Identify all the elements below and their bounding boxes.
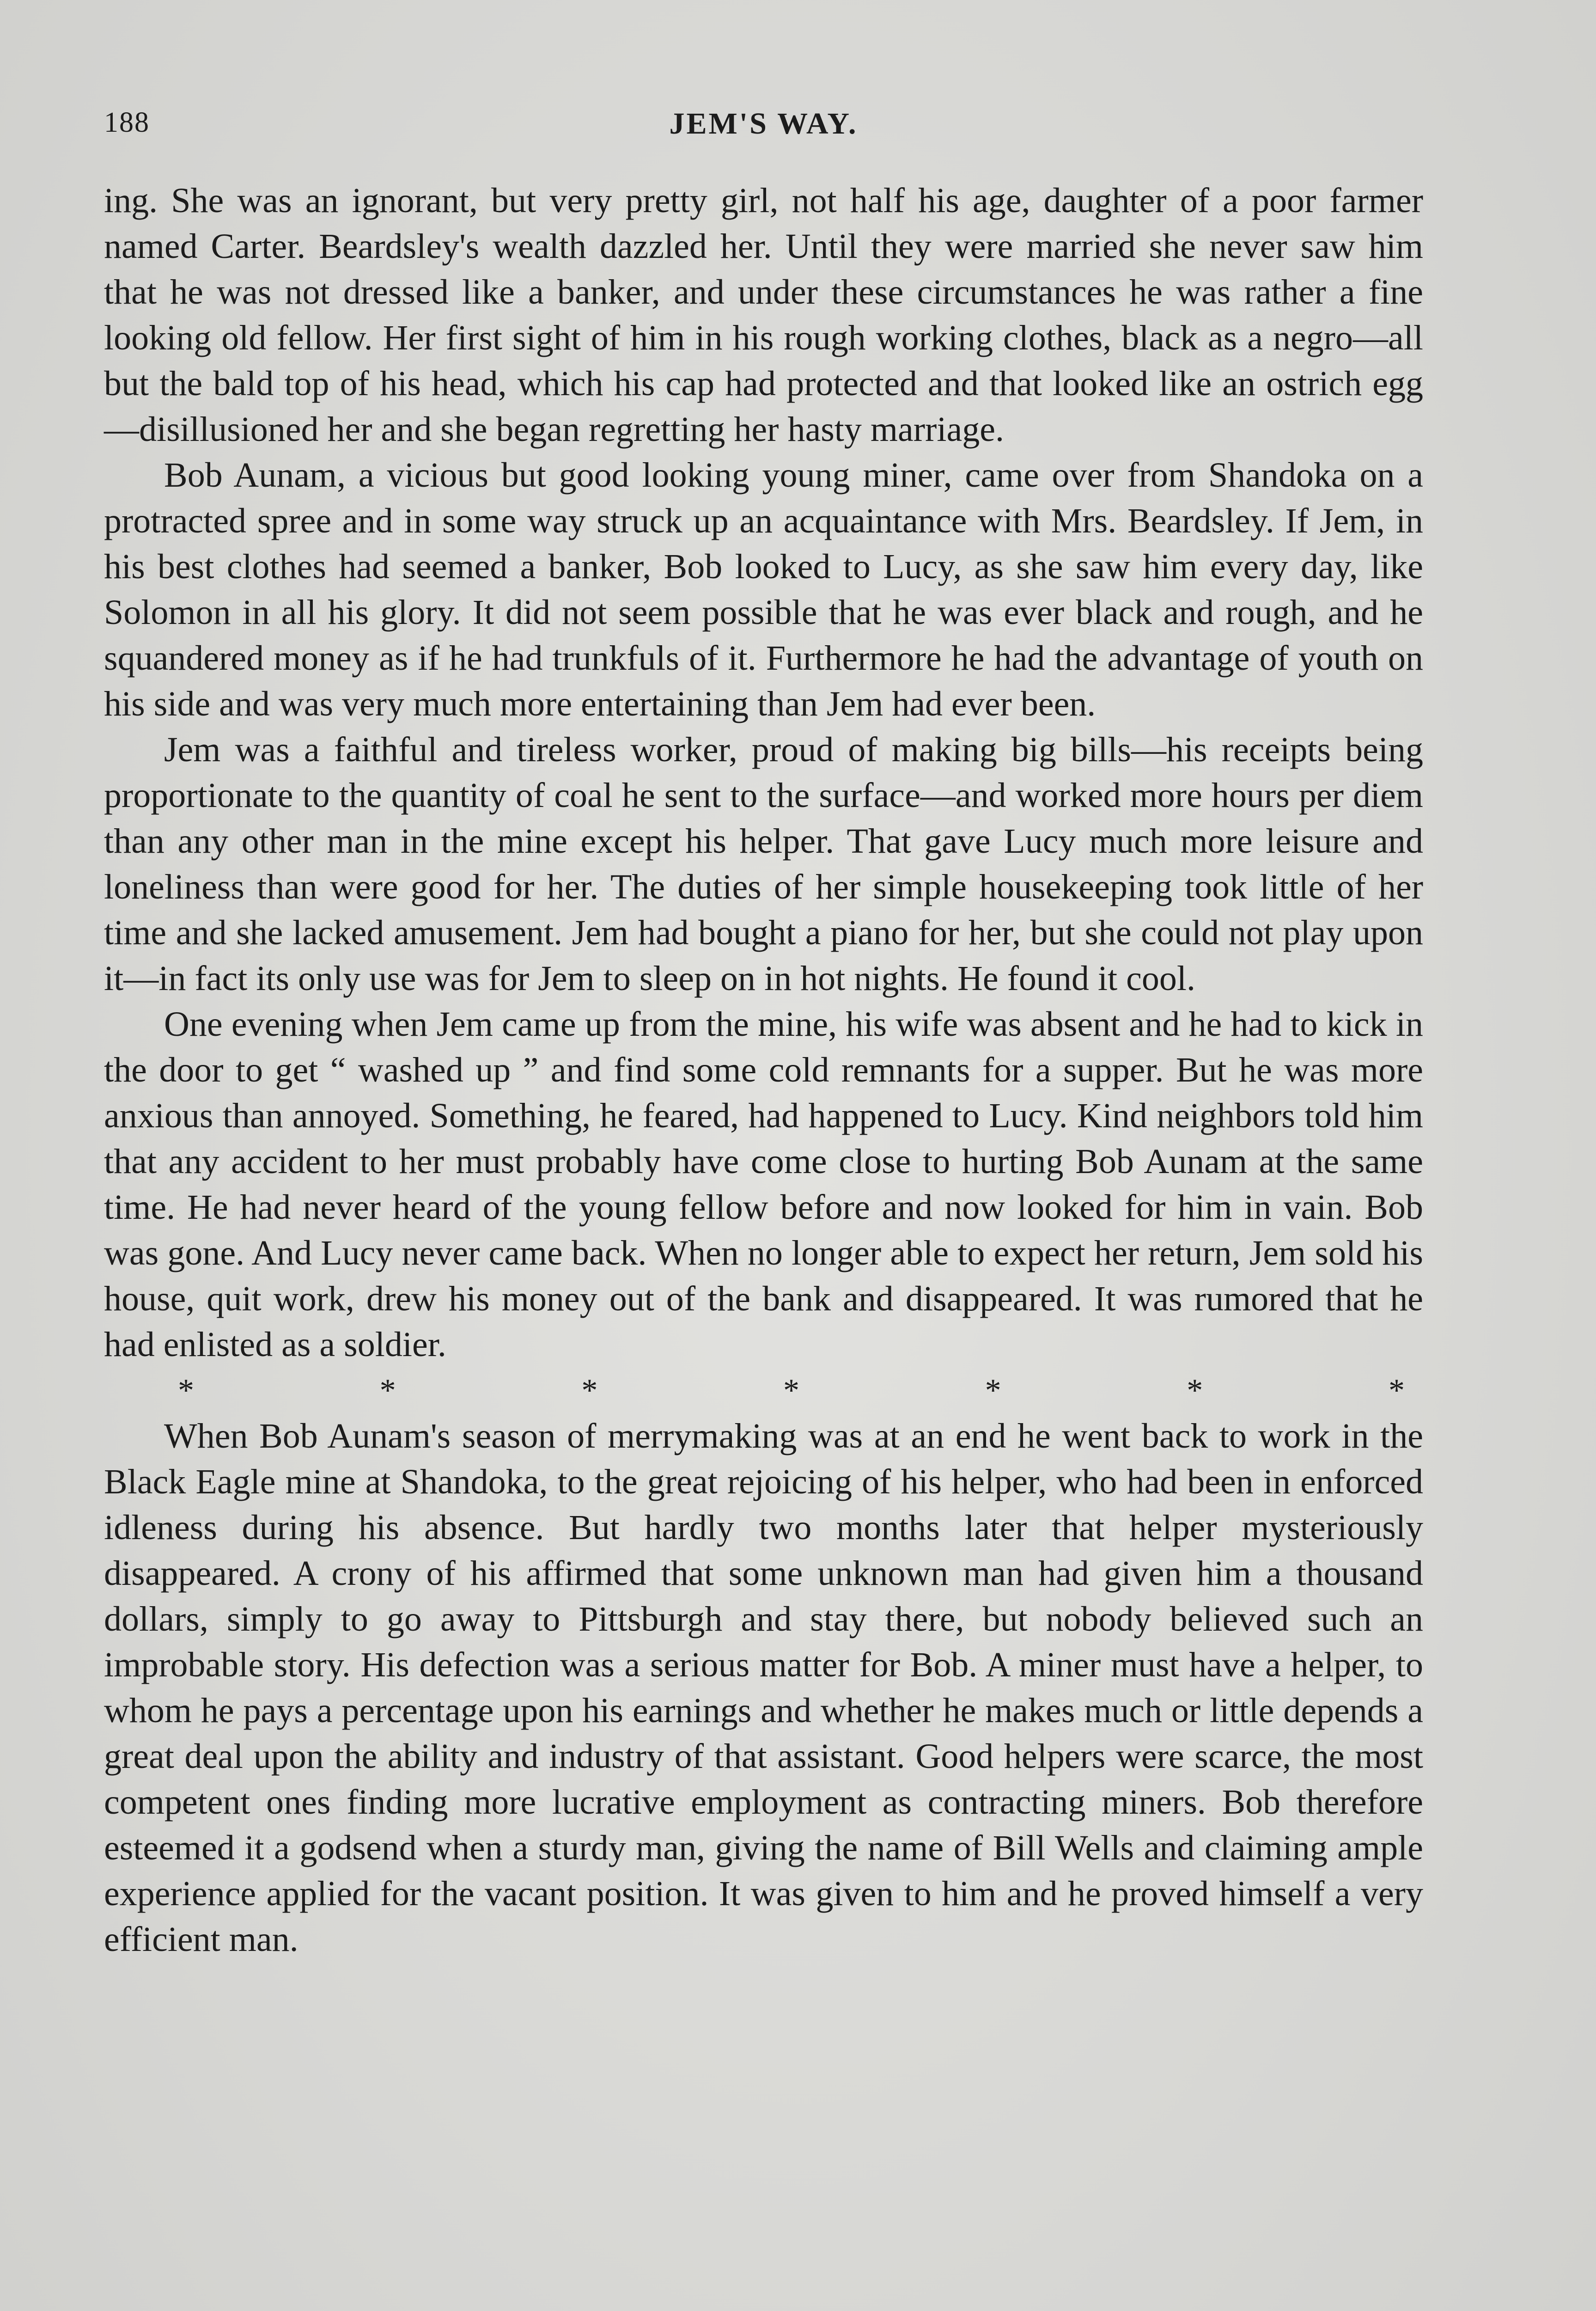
section-break [104,1368,1423,1413]
running-title: JEM'S WAY. [669,107,858,141]
section-break-star: * [783,1373,799,1408]
section-break-star: * [379,1373,396,1408]
paragraph-2: Bob Aunam, a vicious but good looking young miner, came over from Shandoka on a protracted spree and in some way struck up an acquaintance with Mrs. Beardsley. If Jem, in his best clothes had seemed a banker, Bob looked to Lucy, as she saw him every day, like Solomon in all his glory. It did not seem possible that he was ever black and rough, and he squandered money as if he had trunkfuls of it. Furthermore he had the advantage of youth on his side and was very much more entertaining than Jem had ever been. [104,456,1423,723]
paragraph-5: When Bob Aunam's season of merrymaking was at an end he went back to work in the Black Eagle mine at Shandoka, to the great rejoicing of his helper, who had been in enforced idleness during his absence. But hardly two months later that helper mysteriously disappeared. A crony of his affirmed that some unknown man had given him a thousand dollars, simply to go away to Pittsburgh and stay there, but nobody believed such an improbable story. His defection was a serious matter for Bob. A miner must have a helper, to whom he pays a percentage upon his earnings and whether he makes much or little depends a great deal upon the ability and industry of that assistant. Good helpers were scarce, the most competent ones finding more lucrative employment as contracting miners. Bob therefore esteemed it a godsend when a sturdy man, giving the name of Bill Wells and claiming ample experience applied for the vacant position. It was given to him and he proved himself a very efficient man. [104,1417,1423,1959]
section-break-star: * [581,1373,598,1408]
section-break-star: * [985,1373,1001,1408]
section-break-star: * [1388,1373,1405,1408]
paragraph-1: ing. She was an ignorant, but very pretty girl, not half his age, daughter of a poor farmer named Carter. Beardsley's wealth dazzled her. Until they were married she never saw him that he was not dressed like a banker, and under these circumstances he was rather a fine looking old fellow. Her first sight of him in his rough working clothes, black as a negro—all but the bald top of his head, which his cap had protected and that looked like an ostrich egg—disillusioned her and she began regretting her hasty marriage. [104,181,1423,449]
paragraph-3: Jem was a faithful and tireless worker, proud of making big bills—his receipts being proportionate to the quantity of coal he sent to the surface—and worked more hours per diem than any other man in the mine except his helper. That gave Lucy much more leisure and loneliness than were good for her. The duties of her simple housekeeping took little of her time and she lacked amusement. Jem had bought a piano for her, but she could not play upon it—in fact its only use was for Jem to sleep on in hot nights. He found it cool. [104,730,1423,998]
page-header [104,106,1423,148]
section-break-star: * [1187,1373,1203,1408]
section-break-star: * [178,1373,194,1408]
paragraph-4: One evening when Jem came up from the mine, his wife was absent and he had to kick in the door to get “ washed up ” and find some cold remnants for a supper. But he was more anxious than annoyed. Something, he feared, had happened to Lucy. Kind neighbors told him that any accident to her must probably have come close to hurting Bob Aunam at the same time. He had never heard of the young fellow before and now looked for him in vain. Bob was gone. And Lucy never came back. When no longer able to expect her return, Jem sold his house, quit work, drew his money out of the bank and disappeared. It was rumored that he had enlisted as a soldier. [104,1005,1423,1364]
page-number: 188 [104,107,150,138]
body-text [104,178,1423,1963]
